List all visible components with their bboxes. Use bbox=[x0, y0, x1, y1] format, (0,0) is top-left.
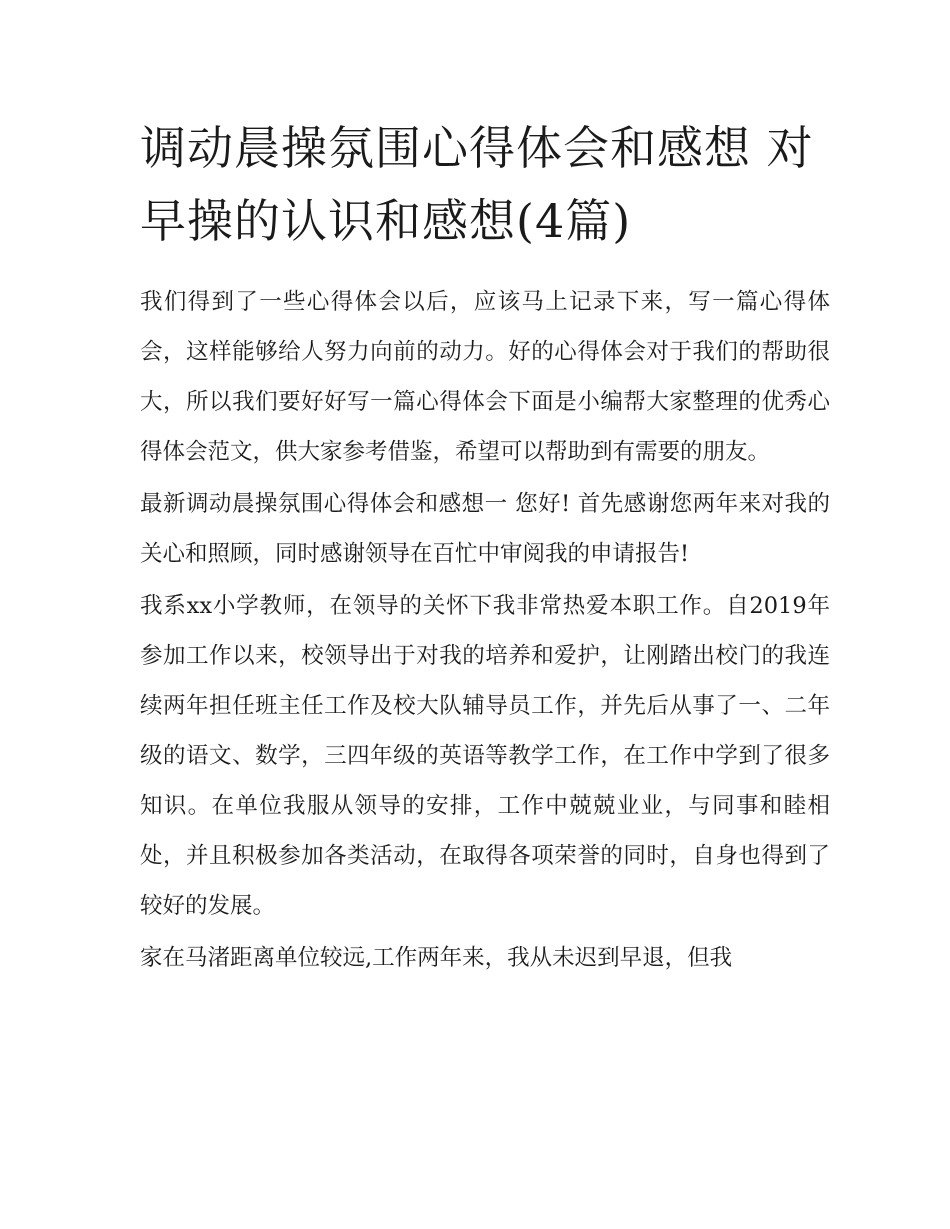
paragraph-commute: 家在马渚距离单位较远,工作两年来，我从未迟到早退，但我 bbox=[140, 945, 733, 971]
document-body bbox=[140, 277, 830, 983]
paragraph-intro: 我们得到了一些心得体会以后，应该马上记录下来，写一篇心得体会，这样能够给人努力向前的动力。好的心得体会对于我们的帮助很大，所以我们要好好写一篇心得体会下面是小编帮大家整理的优秀心得体会范文，供大家参考借鉴，希望可以帮助到有需要的朋友。 bbox=[140, 289, 830, 465]
document-title: 调动晨操氛围心得体会和感想 对早操的认识和感想(4篇) bbox=[140, 121, 814, 248]
paragraph-greeting: 最新调动晨操氛围心得体会和感想一 您好! 首先感谢您两年来对我的关心和照顾，同时感谢领导在百忙中审阅我的申请报告! bbox=[140, 491, 830, 567]
paragraph-work-history: 我系xx小学教师，在领导的关怀下我非常热爱本职工作。自2019年参加工作以来，校领导出于对我的培养和爱护，让刚踏出校门的我连续两年担任班主任工作及校大队辅导员工作，并先后从事了一、二年级的语文、数学，三四年级的英语等教学工作，在工作中学到了很多知识。在单位我服从领导的安排，工作中兢兢业业，与同事和睦相处，并且积极参加各类活动，在取得各项荣誉的同时，自身也得到了较好的发展。 bbox=[140, 593, 830, 919]
